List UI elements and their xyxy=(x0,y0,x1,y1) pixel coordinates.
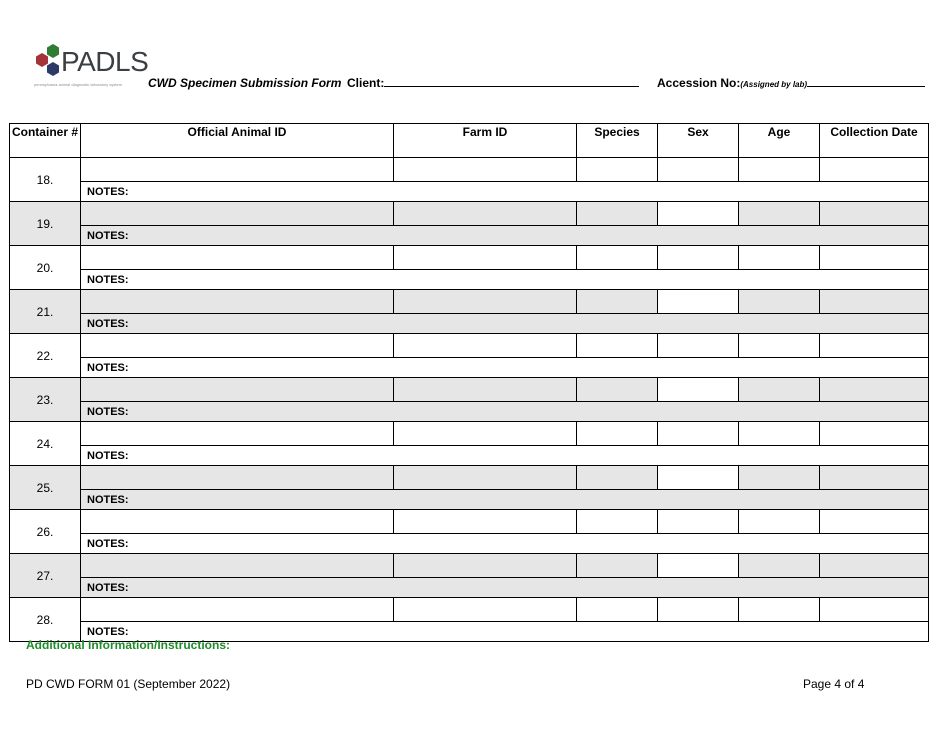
sex-cell[interactable] xyxy=(658,378,739,402)
collection-date-cell[interactable] xyxy=(820,466,929,490)
official-animal-id-cell[interactable] xyxy=(81,554,394,578)
page-number: Page 4 of 4 xyxy=(803,677,865,691)
header-collection-date: Collection Date xyxy=(820,124,929,158)
farm-id-cell[interactable] xyxy=(394,510,577,534)
collection-date-cell[interactable] xyxy=(820,378,929,402)
sex-cell[interactable] xyxy=(658,290,739,314)
notes-label: NOTES: xyxy=(87,317,129,330)
notes-field[interactable] xyxy=(81,490,929,510)
header-farm-id: Farm ID xyxy=(394,124,577,158)
notes-field[interactable] xyxy=(81,226,929,246)
age-cell[interactable] xyxy=(739,290,820,314)
notes-label: NOTES: xyxy=(87,361,129,374)
table-row xyxy=(10,246,929,270)
container-number: 28. xyxy=(10,598,81,642)
official-animal-id-cell[interactable] xyxy=(81,290,394,314)
official-animal-id-cell[interactable] xyxy=(81,202,394,226)
species-cell[interactable] xyxy=(577,290,658,314)
form-header xyxy=(0,0,950,120)
container-number: 26. xyxy=(10,510,81,554)
sex-cell[interactable] xyxy=(658,554,739,578)
notes-row xyxy=(10,314,929,334)
container-number: 27. xyxy=(10,554,81,598)
farm-id-cell[interactable] xyxy=(394,466,577,490)
age-cell[interactable] xyxy=(739,334,820,358)
species-cell[interactable] xyxy=(577,158,658,182)
farm-id-cell[interactable] xyxy=(394,378,577,402)
sex-cell[interactable] xyxy=(658,510,739,534)
table-header-row xyxy=(10,124,929,158)
notes-row xyxy=(10,182,929,202)
collection-date-cell[interactable] xyxy=(820,510,929,534)
farm-id-cell[interactable] xyxy=(394,246,577,270)
table-row xyxy=(10,554,929,578)
header-container-number: Container # xyxy=(10,124,81,158)
collection-date-cell[interactable] xyxy=(820,598,929,622)
official-animal-id-cell[interactable] xyxy=(81,246,394,270)
notes-field[interactable] xyxy=(81,402,929,422)
collection-date-cell[interactable] xyxy=(820,158,929,182)
form-id: PD CWD FORM 01 (September 2022) xyxy=(26,677,231,691)
table-row xyxy=(10,158,929,182)
notes-label: NOTES: xyxy=(87,185,129,198)
notes-row xyxy=(10,578,929,598)
table-row xyxy=(10,290,929,314)
additional-info-label: Additional Information/Instructions: xyxy=(26,638,230,652)
farm-id-cell[interactable] xyxy=(394,202,577,226)
container-number: 20. xyxy=(10,246,81,290)
table-row xyxy=(10,202,929,226)
header-age: Age xyxy=(739,124,820,158)
notes-label: NOTES: xyxy=(87,537,129,550)
logo-subtitle: pennsylvania animal diagnostic laboratory system xyxy=(34,82,123,87)
table-row xyxy=(10,334,929,358)
species-cell[interactable] xyxy=(577,466,658,490)
official-animal-id-cell[interactable] xyxy=(81,466,394,490)
accession-field[interactable] xyxy=(657,76,925,90)
form-title: CWD Specimen Submission Form xyxy=(148,76,342,90)
container-number: 24. xyxy=(10,422,81,466)
table-row xyxy=(10,422,929,446)
farm-id-cell[interactable] xyxy=(394,158,577,182)
notes-field[interactable] xyxy=(81,446,929,466)
container-number: 19. xyxy=(10,202,81,246)
age-cell[interactable] xyxy=(739,202,820,226)
species-cell[interactable] xyxy=(577,422,658,446)
notes-field[interactable] xyxy=(81,182,929,202)
notes-label: NOTES: xyxy=(87,405,129,418)
table-body xyxy=(10,158,929,642)
collection-date-cell[interactable] xyxy=(820,290,929,314)
notes-field[interactable] xyxy=(81,578,929,598)
container-number: 18. xyxy=(10,158,81,202)
container-number: 22. xyxy=(10,334,81,378)
age-cell[interactable] xyxy=(739,158,820,182)
collection-date-cell[interactable] xyxy=(820,334,929,358)
farm-id-cell[interactable] xyxy=(394,554,577,578)
age-cell[interactable] xyxy=(739,598,820,622)
sex-cell[interactable] xyxy=(658,334,739,358)
client-field[interactable] xyxy=(347,76,639,90)
sex-cell[interactable] xyxy=(658,158,739,182)
notes-row xyxy=(10,402,929,422)
notes-row xyxy=(10,358,929,378)
hexagon-logo-icon xyxy=(33,44,63,80)
notes-label: NOTES: xyxy=(87,273,129,286)
age-cell[interactable] xyxy=(739,378,820,402)
notes-row xyxy=(10,226,929,246)
farm-id-cell[interactable] xyxy=(394,334,577,358)
notes-label: NOTES: xyxy=(87,493,129,506)
collection-date-cell[interactable] xyxy=(820,246,929,270)
farm-id-cell[interactable] xyxy=(394,290,577,314)
padls-logo xyxy=(33,44,149,90)
header-official-animal-id: Official Animal ID xyxy=(81,124,394,158)
table-row xyxy=(10,598,929,622)
official-animal-id-cell[interactable] xyxy=(81,598,394,622)
table-row xyxy=(10,510,929,534)
accession-note: (Assigned by lab) xyxy=(740,80,808,89)
notes-label: NOTES: xyxy=(87,581,129,594)
notes-row xyxy=(10,534,929,554)
species-cell[interactable] xyxy=(577,510,658,534)
logo-wordmark: PADLS xyxy=(61,46,149,77)
container-number: 23. xyxy=(10,378,81,422)
official-animal-id-cell[interactable] xyxy=(81,334,394,358)
client-input-line[interactable] xyxy=(384,76,639,87)
notes-row xyxy=(10,446,929,466)
age-cell[interactable] xyxy=(739,466,820,490)
species-cell[interactable] xyxy=(577,598,658,622)
official-animal-id-cell[interactable] xyxy=(81,378,394,402)
species-cell[interactable] xyxy=(577,246,658,270)
notes-label: NOTES: xyxy=(87,625,129,638)
sex-cell[interactable] xyxy=(658,422,739,446)
specimen-table xyxy=(9,123,929,642)
table-row xyxy=(10,378,929,402)
header-species: Species xyxy=(577,124,658,158)
age-cell[interactable] xyxy=(739,422,820,446)
collection-date-cell[interactable] xyxy=(820,202,929,226)
notes-label: NOTES: xyxy=(87,229,129,242)
header-sex: Sex xyxy=(658,124,739,158)
client-label: Client: xyxy=(347,76,385,90)
notes-label: NOTES: xyxy=(87,449,129,462)
table-row xyxy=(10,466,929,490)
age-cell[interactable] xyxy=(739,554,820,578)
accession-input-line[interactable] xyxy=(807,76,925,87)
notes-field[interactable] xyxy=(81,534,929,554)
notes-field[interactable] xyxy=(81,270,929,290)
sex-cell[interactable] xyxy=(658,466,739,490)
notes-field[interactable] xyxy=(81,358,929,378)
collection-date-cell[interactable] xyxy=(820,422,929,446)
species-cell[interactable] xyxy=(577,202,658,226)
species-cell[interactable] xyxy=(577,554,658,578)
species-cell[interactable] xyxy=(577,334,658,358)
age-cell[interactable] xyxy=(739,246,820,270)
sex-cell[interactable] xyxy=(658,202,739,226)
container-number: 21. xyxy=(10,290,81,334)
notes-field[interactable] xyxy=(81,314,929,334)
container-number: 25. xyxy=(10,466,81,510)
farm-id-cell[interactable] xyxy=(394,422,577,446)
collection-date-cell[interactable] xyxy=(820,554,929,578)
official-animal-id-cell[interactable] xyxy=(81,422,394,446)
accession-label: Accession No: xyxy=(657,76,741,90)
official-animal-id-cell[interactable] xyxy=(81,158,394,182)
official-animal-id-cell[interactable] xyxy=(81,510,394,534)
age-cell[interactable] xyxy=(739,510,820,534)
sex-cell[interactable] xyxy=(658,246,739,270)
notes-row xyxy=(10,490,929,510)
notes-row xyxy=(10,270,929,290)
species-cell[interactable] xyxy=(577,378,658,402)
sex-cell[interactable] xyxy=(658,598,739,622)
farm-id-cell[interactable] xyxy=(394,598,577,622)
